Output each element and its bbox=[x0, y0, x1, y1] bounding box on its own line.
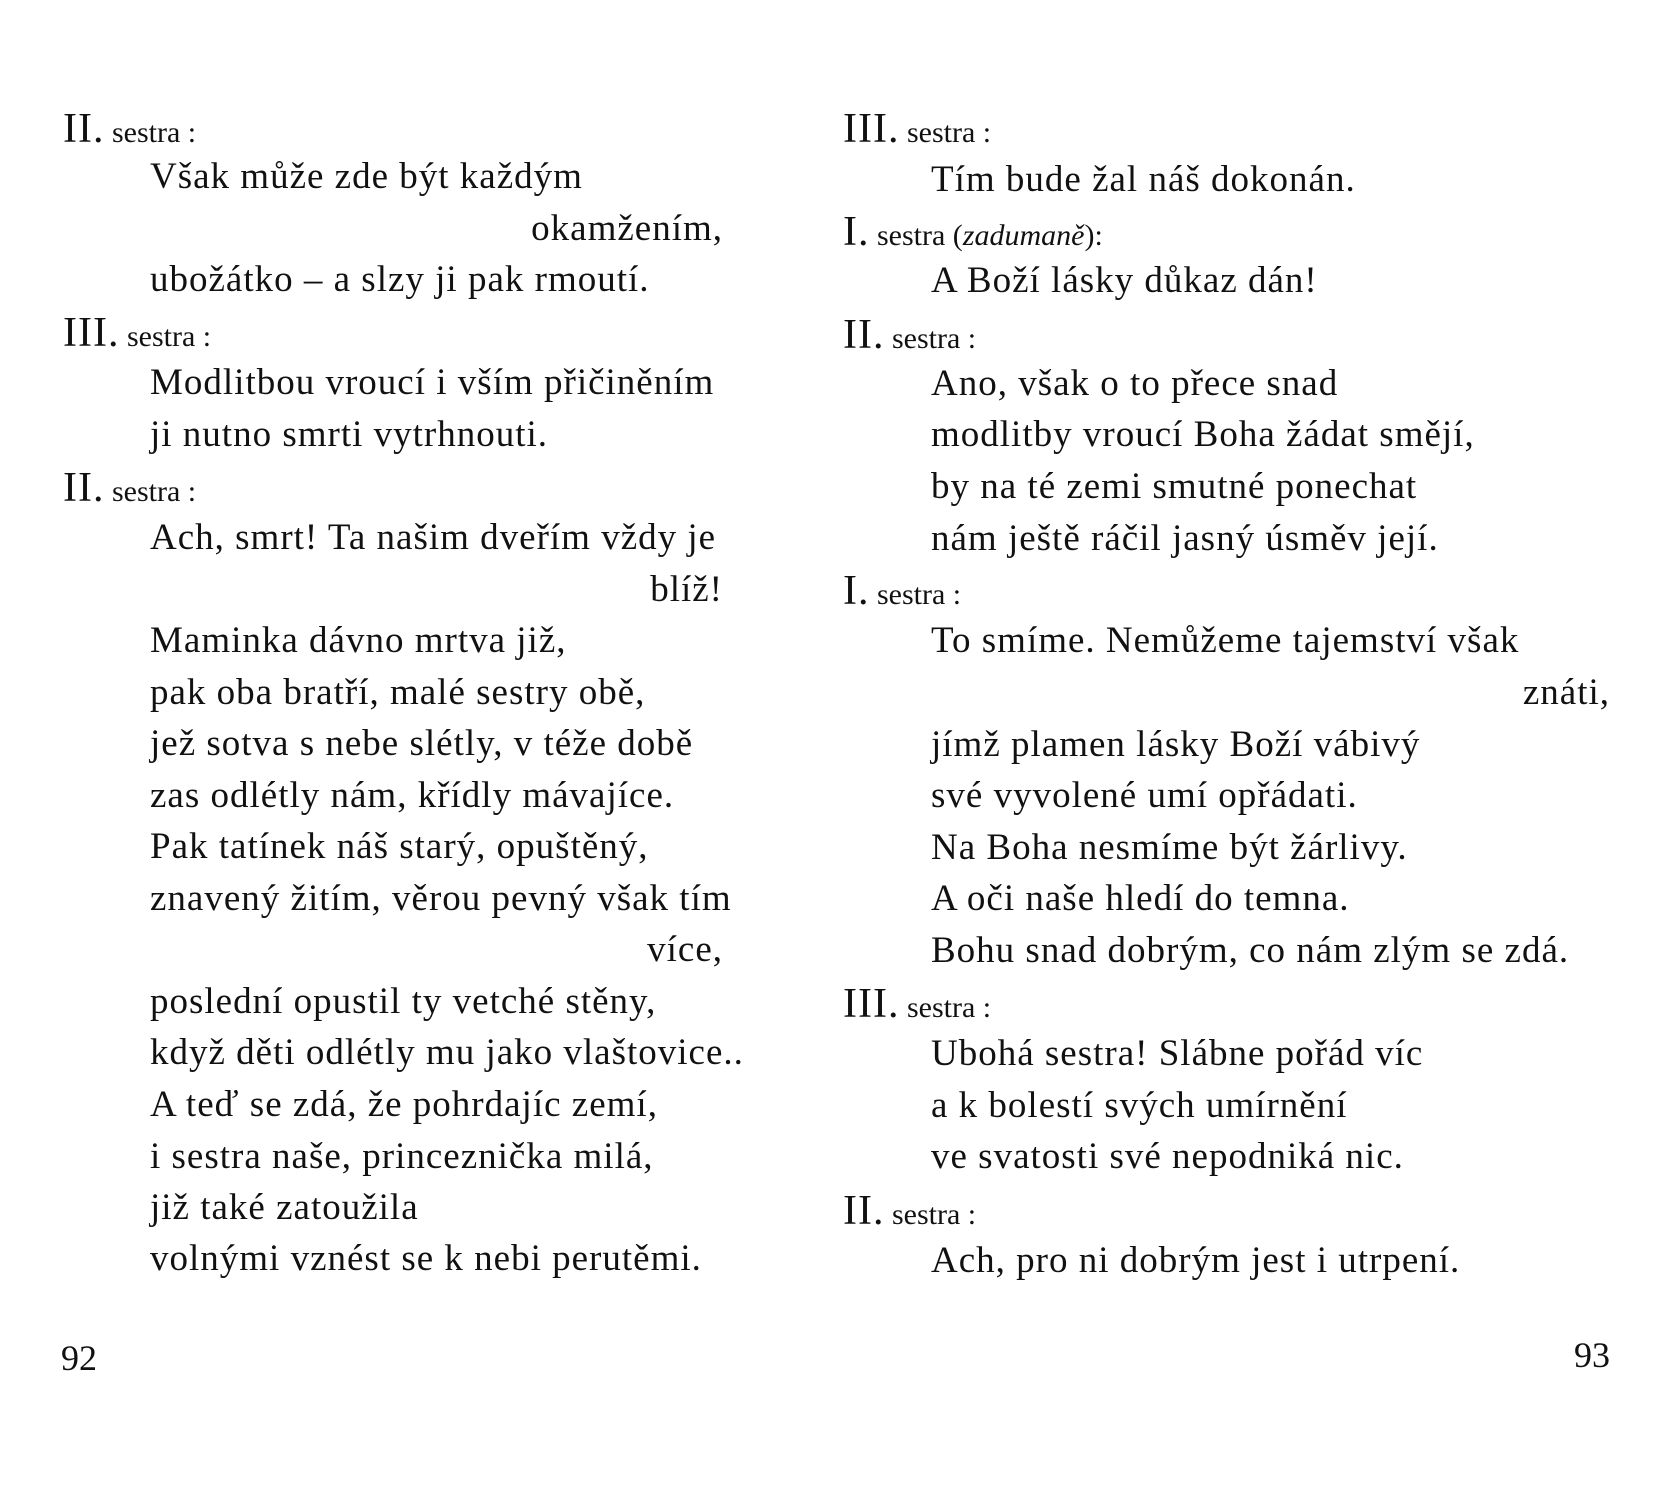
verse-line: Maminka dávno mrtva již, bbox=[150, 620, 567, 661]
verse-line: volnými vznést se k nebi perutěmi. bbox=[150, 1238, 702, 1279]
speaker-label bbox=[843, 983, 991, 1025]
verse-line: Tím bude žal náš dokonán. bbox=[931, 159, 1356, 200]
verse-line: Ach, pro ni dobrým jest i utrpení. bbox=[931, 1240, 1461, 1281]
speaker-numeral: I. bbox=[843, 568, 870, 614]
verse-continuation: okamžením, bbox=[531, 208, 723, 249]
verse-line: nám ještě ráčil jasný úsměv její. bbox=[931, 518, 1439, 559]
verse-line: jímž plamen lásky Boží vábivý bbox=[931, 724, 1421, 765]
verse-line: Ano, však o to přece snad bbox=[931, 363, 1339, 404]
verse-line: A teď se zdá, že pohrdajíc zemí, bbox=[150, 1084, 658, 1125]
speaker-numeral: II. bbox=[843, 1188, 885, 1234]
verse-continuation: více, bbox=[647, 929, 723, 970]
speaker-label bbox=[63, 312, 211, 354]
speaker-name: sestra : bbox=[126, 320, 212, 353]
verse-line: ve svatosti své nepodniká nic. bbox=[931, 1136, 1404, 1177]
page-number: 92 bbox=[61, 1338, 97, 1378]
speaker-label bbox=[63, 108, 196, 150]
speaker-label bbox=[843, 108, 991, 150]
speaker-label bbox=[843, 211, 1103, 253]
speaker-label bbox=[843, 570, 961, 612]
verse-line: ubožátko – a slzy ji pak rmoutí. bbox=[150, 259, 650, 300]
verse-line: Bohu snad dobrým, co nám zlým se zdá. bbox=[931, 930, 1570, 971]
verse-line: To smíme. Nemůžeme tajemství však bbox=[931, 620, 1520, 661]
verse-line: Na Boha nesmíme být žárlivy. bbox=[931, 827, 1408, 868]
speaker-name: sestra : bbox=[111, 116, 197, 149]
right-page bbox=[827, 0, 1654, 1500]
speaker-name: sestra : bbox=[891, 1198, 977, 1231]
speaker-numeral: II. bbox=[63, 465, 105, 511]
speaker-label bbox=[843, 314, 976, 356]
speaker-numeral: I. bbox=[843, 209, 870, 255]
speaker-name-end: ): bbox=[1084, 219, 1103, 252]
verse-line: modlitby vroucí Boha žádat smějí, bbox=[931, 414, 1475, 455]
verse-line: pak oba bratří, malé sestry obě, bbox=[150, 672, 646, 713]
speaker-name: sestra : bbox=[877, 578, 962, 611]
stage-direction: zadumaně bbox=[962, 219, 1085, 252]
verse-line: i sestra naše, princeznička milá, bbox=[150, 1136, 654, 1177]
speaker-label bbox=[63, 467, 196, 509]
speaker-numeral: III. bbox=[63, 310, 120, 356]
verse-line: znavený žitím, věrou pevný však tím bbox=[150, 878, 732, 919]
verse-line: by na té zemi smutné ponechat bbox=[931, 466, 1418, 507]
speaker-numeral: II. bbox=[63, 106, 105, 152]
verse-line: poslední opustil ty vetché stěny, bbox=[150, 981, 657, 1022]
verse-line: již také zatoužila bbox=[150, 1187, 419, 1228]
verse-line: jež sotva s nebe slétly, v téže době bbox=[150, 723, 694, 764]
verse-line: Ach, smrt! Ta našim dveřím vždy je bbox=[150, 517, 717, 558]
speaker-name: sestra : bbox=[906, 991, 992, 1024]
verse-line: ji nutno smrti vytrhnouti. bbox=[150, 414, 549, 455]
left-page bbox=[0, 0, 780, 1500]
verse-line: A oči naše hledí do temna. bbox=[931, 878, 1350, 919]
verse-line: A Boží lásky důkaz dán! bbox=[931, 260, 1318, 301]
verse-line: Pak tatínek náš starý, opuštěný, bbox=[150, 826, 649, 867]
speaker-numeral: II. bbox=[843, 312, 885, 358]
speaker-name: sestra : bbox=[891, 322, 977, 355]
verse-line: Však může zde být každým bbox=[150, 156, 583, 197]
verse-line: Modlitbou vroucí i vším přičiněním bbox=[150, 362, 715, 403]
speaker-numeral: III. bbox=[843, 981, 900, 1027]
speaker-numeral: III. bbox=[843, 106, 900, 152]
speaker-name: sestra : bbox=[906, 116, 992, 149]
verse-continuation: blíž! bbox=[650, 569, 723, 610]
verse-continuation: znáti, bbox=[1522, 672, 1610, 713]
speaker-name: sestra ( bbox=[877, 219, 963, 252]
speaker-name: sestra : bbox=[111, 475, 197, 508]
page-number: 93 bbox=[1574, 1335, 1610, 1375]
verse-line: zas odlétly nám, křídly mávajíce. bbox=[150, 775, 675, 816]
verse-line: když děti odlétly mu jako vlaštovice.. bbox=[150, 1032, 744, 1073]
speaker-label bbox=[843, 1190, 976, 1232]
verse-line: Ubohá sestra! Slábne pořád víc bbox=[931, 1033, 1424, 1074]
verse-line: své vyvolené umí opřádati. bbox=[931, 775, 1358, 816]
verse-line: a k bolestí svých umírnění bbox=[931, 1085, 1348, 1126]
